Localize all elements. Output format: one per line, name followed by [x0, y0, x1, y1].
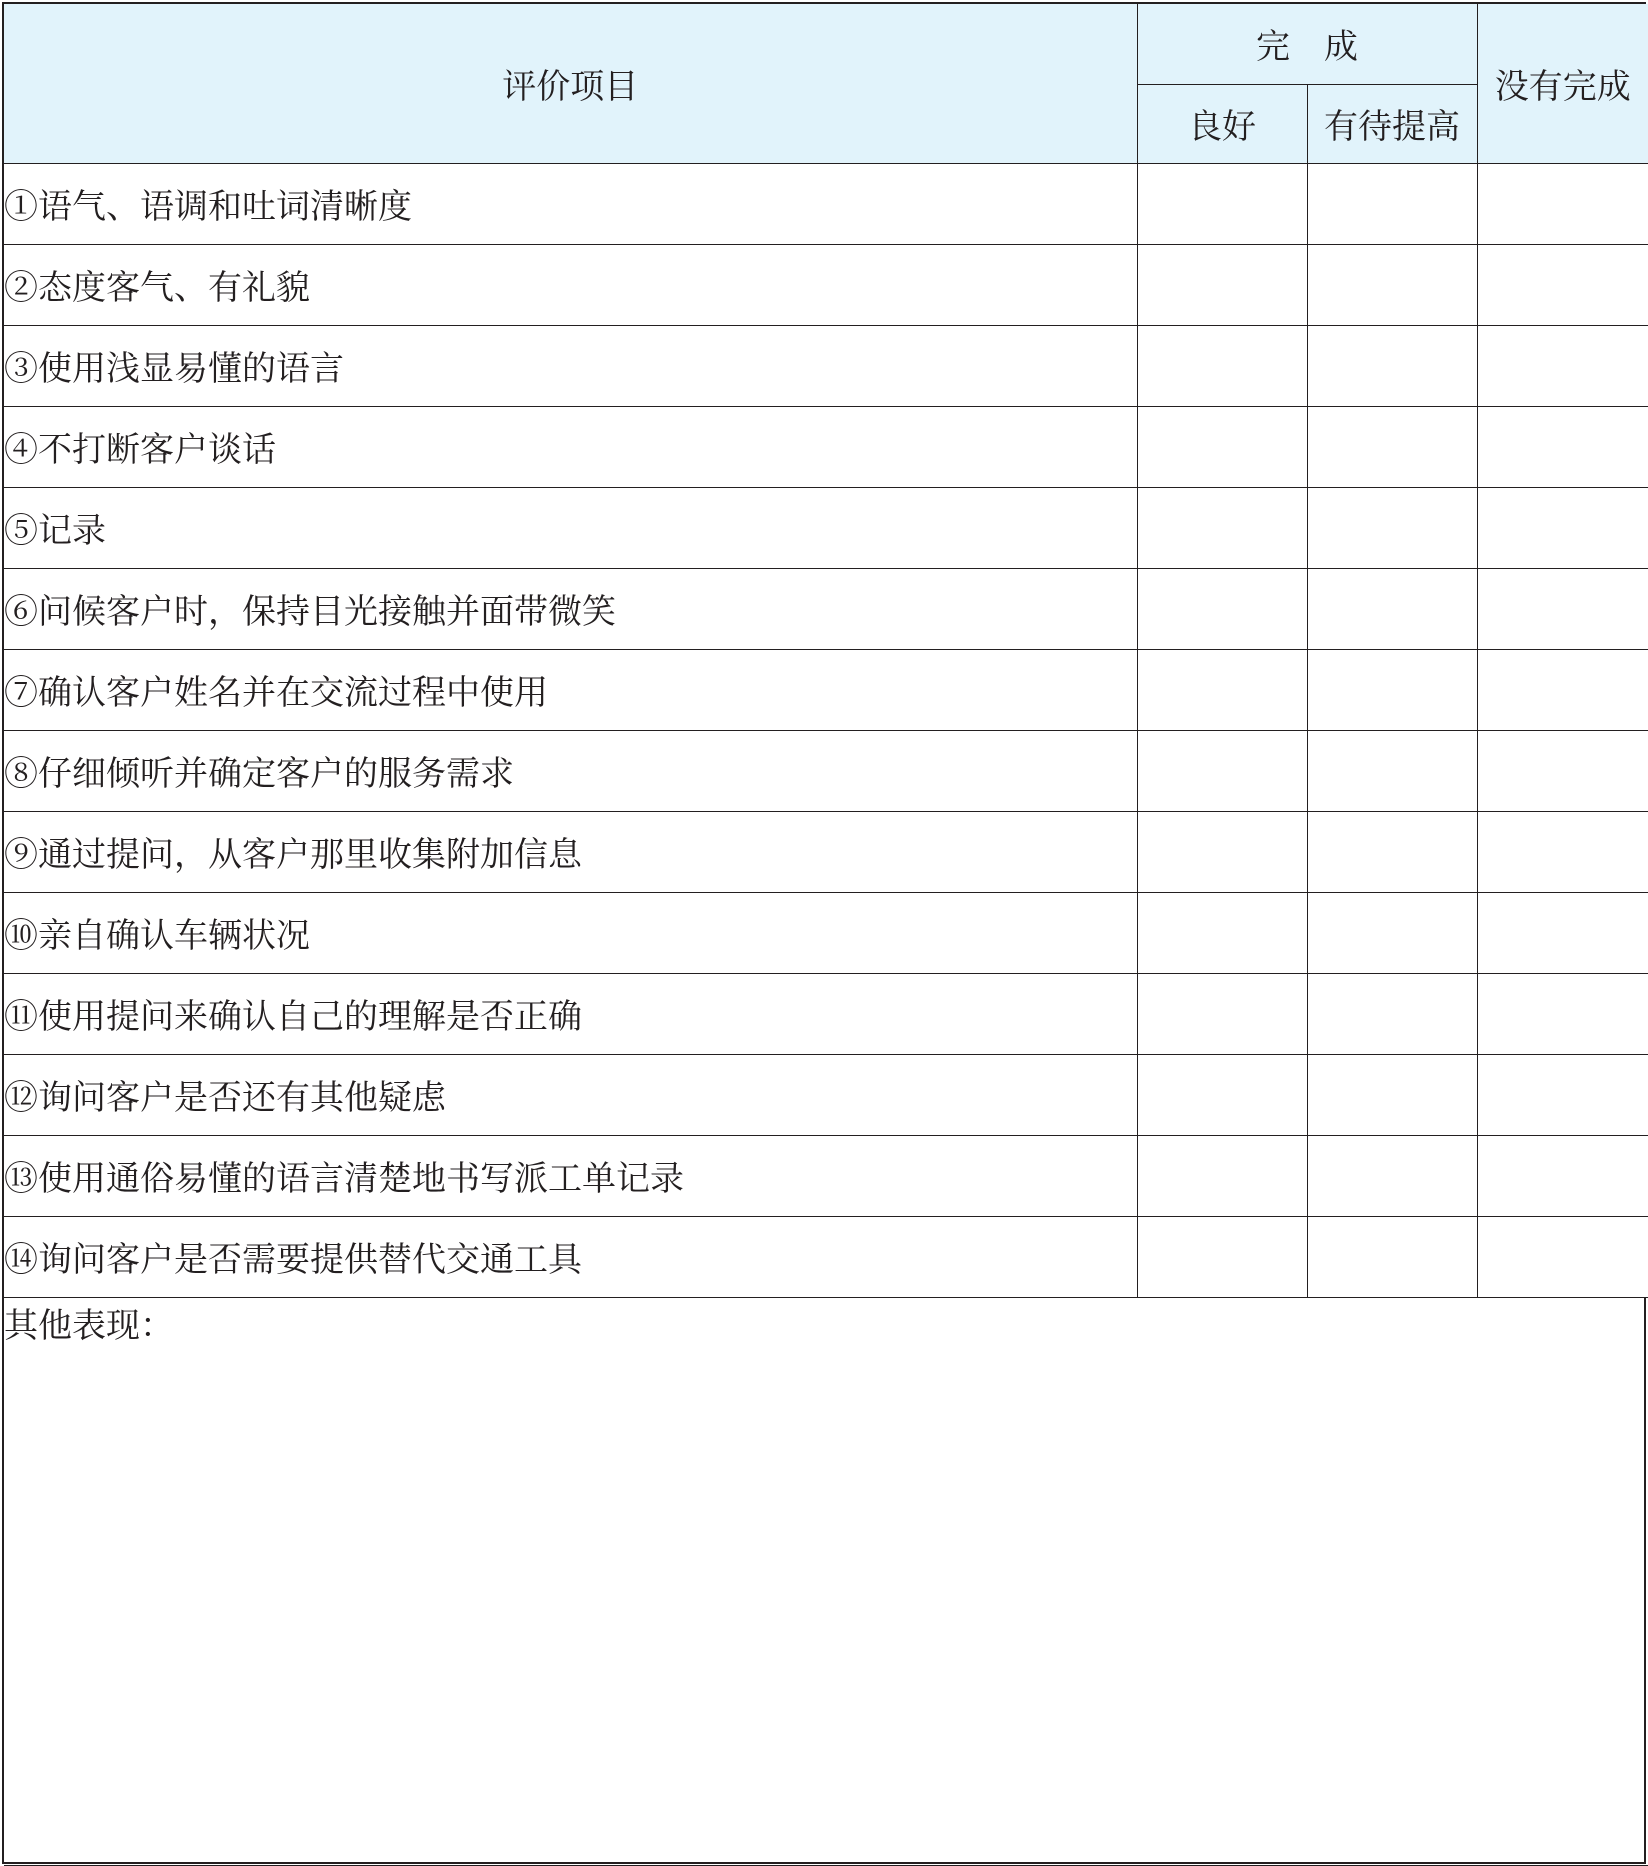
item-label: ⑪使用提问来确认自己的理解是否正确	[4, 973, 1137, 1054]
remarks-label: 其他表现：	[4, 1305, 174, 1346]
improve-mark-cell[interactable]	[1307, 649, 1477, 730]
not-complete-mark-cell[interactable]	[1477, 730, 1648, 811]
not-complete-mark-cell[interactable]	[1477, 406, 1648, 487]
table-row	[4, 487, 1648, 568]
not-complete-mark-cell[interactable]	[1477, 1054, 1648, 1135]
good-mark-cell[interactable]	[1137, 406, 1307, 487]
not-complete-mark-cell[interactable]	[1477, 568, 1648, 649]
table-row	[4, 568, 1648, 649]
item-label: ④不打断客户谈话	[4, 406, 1137, 487]
table-row	[4, 1216, 1648, 1297]
not-complete-mark-cell[interactable]	[1477, 487, 1648, 568]
table-row	[4, 406, 1648, 487]
good-mark-cell[interactable]	[1137, 973, 1307, 1054]
improve-mark-cell[interactable]	[1307, 811, 1477, 892]
good-mark-cell[interactable]	[1137, 1054, 1307, 1135]
improve-mark-cell[interactable]	[1307, 163, 1477, 244]
evaluation-table	[4, 4, 1648, 1866]
not-complete-mark-cell[interactable]	[1477, 811, 1648, 892]
improve-mark-cell[interactable]	[1307, 892, 1477, 973]
good-mark-cell[interactable]	[1137, 811, 1307, 892]
item-label: ③使用浅显易懂的语言	[4, 325, 1137, 406]
table-row	[4, 244, 1648, 325]
table-row	[4, 892, 1648, 973]
header-good: 良好	[1137, 84, 1307, 163]
improve-mark-cell[interactable]	[1307, 406, 1477, 487]
good-mark-cell[interactable]	[1137, 649, 1307, 730]
table-row	[4, 325, 1648, 406]
improve-mark-cell[interactable]	[1307, 730, 1477, 811]
good-mark-cell[interactable]	[1137, 325, 1307, 406]
evaluation-sheet	[2, 2, 1646, 1864]
improve-mark-cell[interactable]	[1307, 487, 1477, 568]
improve-mark-cell[interactable]	[1307, 973, 1477, 1054]
table-row	[4, 1135, 1648, 1216]
not-complete-mark-cell[interactable]	[1477, 892, 1648, 973]
good-mark-cell[interactable]	[1137, 244, 1307, 325]
good-mark-cell[interactable]	[1137, 1216, 1307, 1297]
improve-mark-cell[interactable]	[1307, 325, 1477, 406]
item-label: ⑥问候客户时，保持目光接触并面带微笑	[4, 568, 1137, 649]
not-complete-mark-cell[interactable]	[1477, 1135, 1648, 1216]
good-mark-cell[interactable]	[1137, 163, 1307, 244]
item-label: ②态度客气、有礼貌	[4, 244, 1137, 325]
item-label: ⑨通过提问，从客户那里收集附加信息	[4, 811, 1137, 892]
improve-mark-cell[interactable]	[1307, 568, 1477, 649]
improve-mark-cell[interactable]	[1307, 1216, 1477, 1297]
not-complete-mark-cell[interactable]	[1477, 1216, 1648, 1297]
not-complete-mark-cell[interactable]	[1477, 649, 1648, 730]
good-mark-cell[interactable]	[1137, 892, 1307, 973]
item-label: ⑤记录	[4, 487, 1137, 568]
table-row	[4, 163, 1648, 244]
item-label: ⑦确认客户姓名并在交流过程中使用	[4, 649, 1137, 730]
improve-mark-cell[interactable]	[1307, 1135, 1477, 1216]
not-complete-mark-cell[interactable]	[1477, 325, 1648, 406]
table-row	[4, 811, 1648, 892]
good-mark-cell[interactable]	[1137, 487, 1307, 568]
not-complete-mark-cell[interactable]	[1477, 973, 1648, 1054]
header-needs-improvement: 有待提高	[1307, 84, 1477, 163]
good-mark-cell[interactable]	[1137, 730, 1307, 811]
item-label: ⑬使用通俗易懂的语言清楚地书写派工单记录	[4, 1135, 1137, 1216]
item-label: ①语气、语调和吐词清晰度	[4, 163, 1137, 244]
header-evaluation-item: 评价项目	[4, 4, 1137, 163]
header-not-complete: 没有完成	[1477, 4, 1648, 163]
table-row	[4, 730, 1648, 811]
item-label: ⑫询问客户是否还有其他疑虑	[4, 1054, 1137, 1135]
improve-mark-cell[interactable]	[1307, 1054, 1477, 1135]
good-mark-cell[interactable]	[1137, 1135, 1307, 1216]
item-label: ⑧仔细倾听并确定客户的服务需求	[4, 730, 1137, 811]
remarks-area[interactable]	[4, 1297, 1648, 1865]
header-complete: 完 成	[1137, 4, 1477, 84]
not-complete-mark-cell[interactable]	[1477, 244, 1648, 325]
good-mark-cell[interactable]	[1137, 568, 1307, 649]
table-row	[4, 649, 1648, 730]
table-row	[4, 973, 1648, 1054]
improve-mark-cell[interactable]	[1307, 244, 1477, 325]
not-complete-mark-cell[interactable]	[1477, 163, 1648, 244]
item-label: ⑭询问客户是否需要提供替代交通工具	[4, 1216, 1137, 1297]
item-label: ⑩亲自确认车辆状况	[4, 892, 1137, 973]
table-row	[4, 1054, 1648, 1135]
remarks-row	[4, 1297, 1648, 1865]
